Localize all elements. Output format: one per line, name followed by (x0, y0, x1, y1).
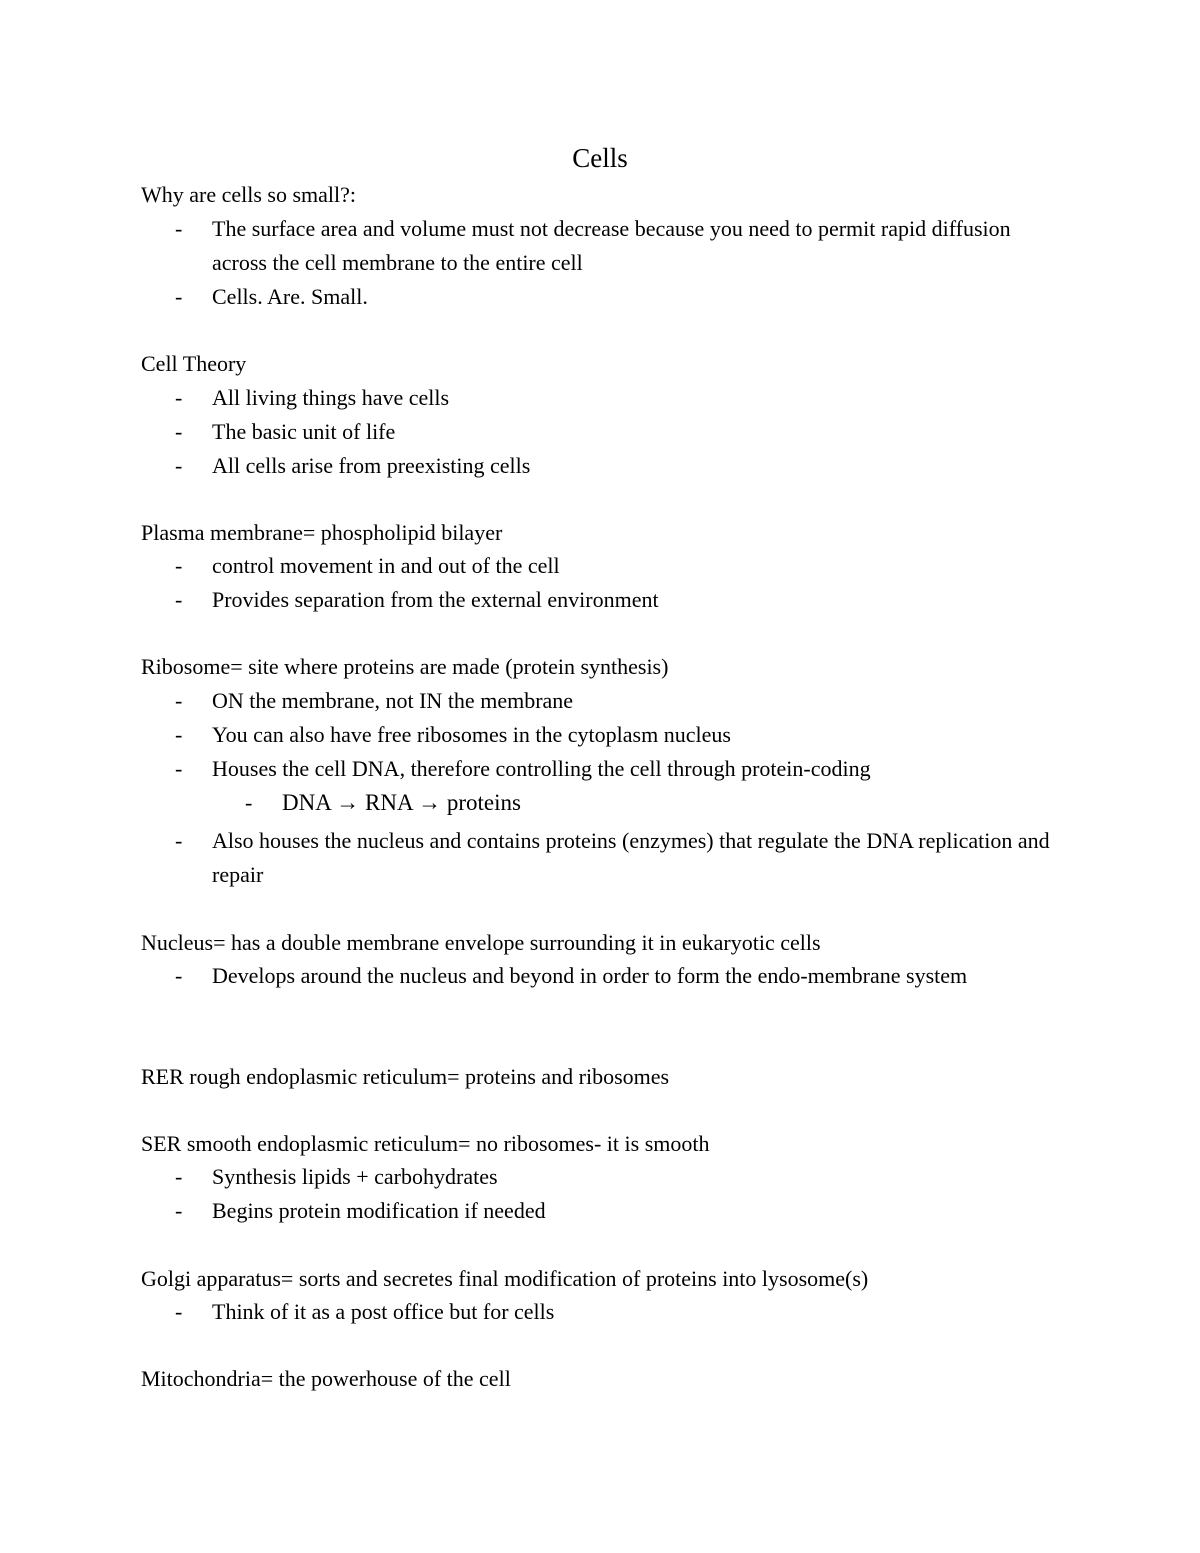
bullet-marker: - (175, 385, 183, 410)
list-item (175, 824, 1075, 892)
list-item-text: You can also have free ribosomes in the cytoplasm nucleus (212, 722, 731, 747)
list-item (175, 1194, 1075, 1228)
section-heading-ribosome: Ribosome= site where proteins are made (protein synthesis) (141, 654, 669, 679)
bullet-marker: - (245, 790, 253, 815)
section-heading-ser: SER smooth endoplasmic reticulum= no ribosomes- it is smooth (141, 1131, 710, 1156)
page-title: Cells (572, 143, 628, 173)
list-item-text: Synthesis lipids + carbohydrates (212, 1164, 498, 1189)
bullet-marker: - (175, 722, 183, 747)
bullet-marker: - (175, 1299, 183, 1324)
list-item-text: All cells arise from preexisting cells (212, 453, 531, 478)
list-item-text: Provides separation from the external environment (212, 587, 659, 612)
list-item (175, 959, 1075, 993)
sub-list-item (245, 786, 945, 819)
sub-list-item-text: DNA → RNA → proteins (282, 790, 521, 815)
section-heading-rer: RER rough endoplasmic reticulum= proteins and ribosomes (141, 1064, 670, 1089)
list-item-text: Develops around the nucleus and beyond in order to form the endo-membrane system (212, 963, 968, 988)
section-heading-mitochondria: Mitochondria= the powerhouse of the cell (141, 1366, 511, 1391)
list-item (175, 415, 1075, 449)
list-item (175, 583, 1075, 617)
list-item (175, 752, 1075, 786)
section-heading-nucleus: Nucleus= has a double membrane envelope surrounding it in eukaryotic cells (141, 930, 821, 955)
bullet-marker: - (175, 963, 183, 988)
list-item (175, 449, 1075, 483)
bullet-marker: - (175, 1164, 183, 1189)
list-item-text: Also houses the nucleus and contains proteins (enzymes) that regulate the DNA replication and repair (212, 828, 1050, 887)
section-heading-plasma-membrane: Plasma membrane= phospholipid bilayer (141, 520, 503, 545)
list-item-text: All living things have cells (212, 385, 450, 410)
bullet-marker: - (175, 553, 183, 578)
bullet-marker: - (175, 688, 183, 713)
list-item-text: Cells. Are. Small. (212, 284, 368, 309)
list-item-text: The basic unit of life (212, 419, 396, 444)
list-item-text: Houses the cell DNA, therefore controlling the cell through protein-coding (212, 756, 871, 781)
list-item (175, 381, 1075, 415)
list-item (175, 212, 1075, 280)
bullet-marker: - (175, 284, 183, 309)
list-item-text: control movement in and out of the cell (212, 553, 560, 578)
list-item (175, 1160, 1075, 1194)
list-item (175, 684, 1075, 718)
list-item-text: Think of it as a post office but for cells (212, 1299, 555, 1324)
bullet-marker: - (175, 1198, 183, 1223)
bullet-marker: - (175, 756, 183, 781)
bullet-marker: - (175, 216, 183, 241)
bullet-marker: - (175, 828, 183, 853)
list-item (175, 280, 1075, 314)
bullet-marker: - (175, 587, 183, 612)
section-heading-why-small: Why are cells so small?: (141, 182, 357, 207)
list-item (175, 718, 1075, 752)
list-item-text: The surface area and volume must not decrease because you need to permit rapid diffusion across the cell membrane to the entire cell (212, 216, 1011, 275)
section-heading-golgi: Golgi apparatus= sorts and secretes final modification of proteins into lysosome(s) (141, 1266, 869, 1291)
list-item-text: ON the membrane, not IN the membrane (212, 688, 574, 713)
list-item (175, 549, 1075, 583)
section-heading-cell-theory: Cell Theory (141, 351, 247, 376)
bullet-marker: - (175, 453, 183, 478)
bullet-marker: - (175, 419, 183, 444)
list-item (175, 1295, 1075, 1329)
list-item-text: Begins protein modification if needed (212, 1198, 546, 1223)
